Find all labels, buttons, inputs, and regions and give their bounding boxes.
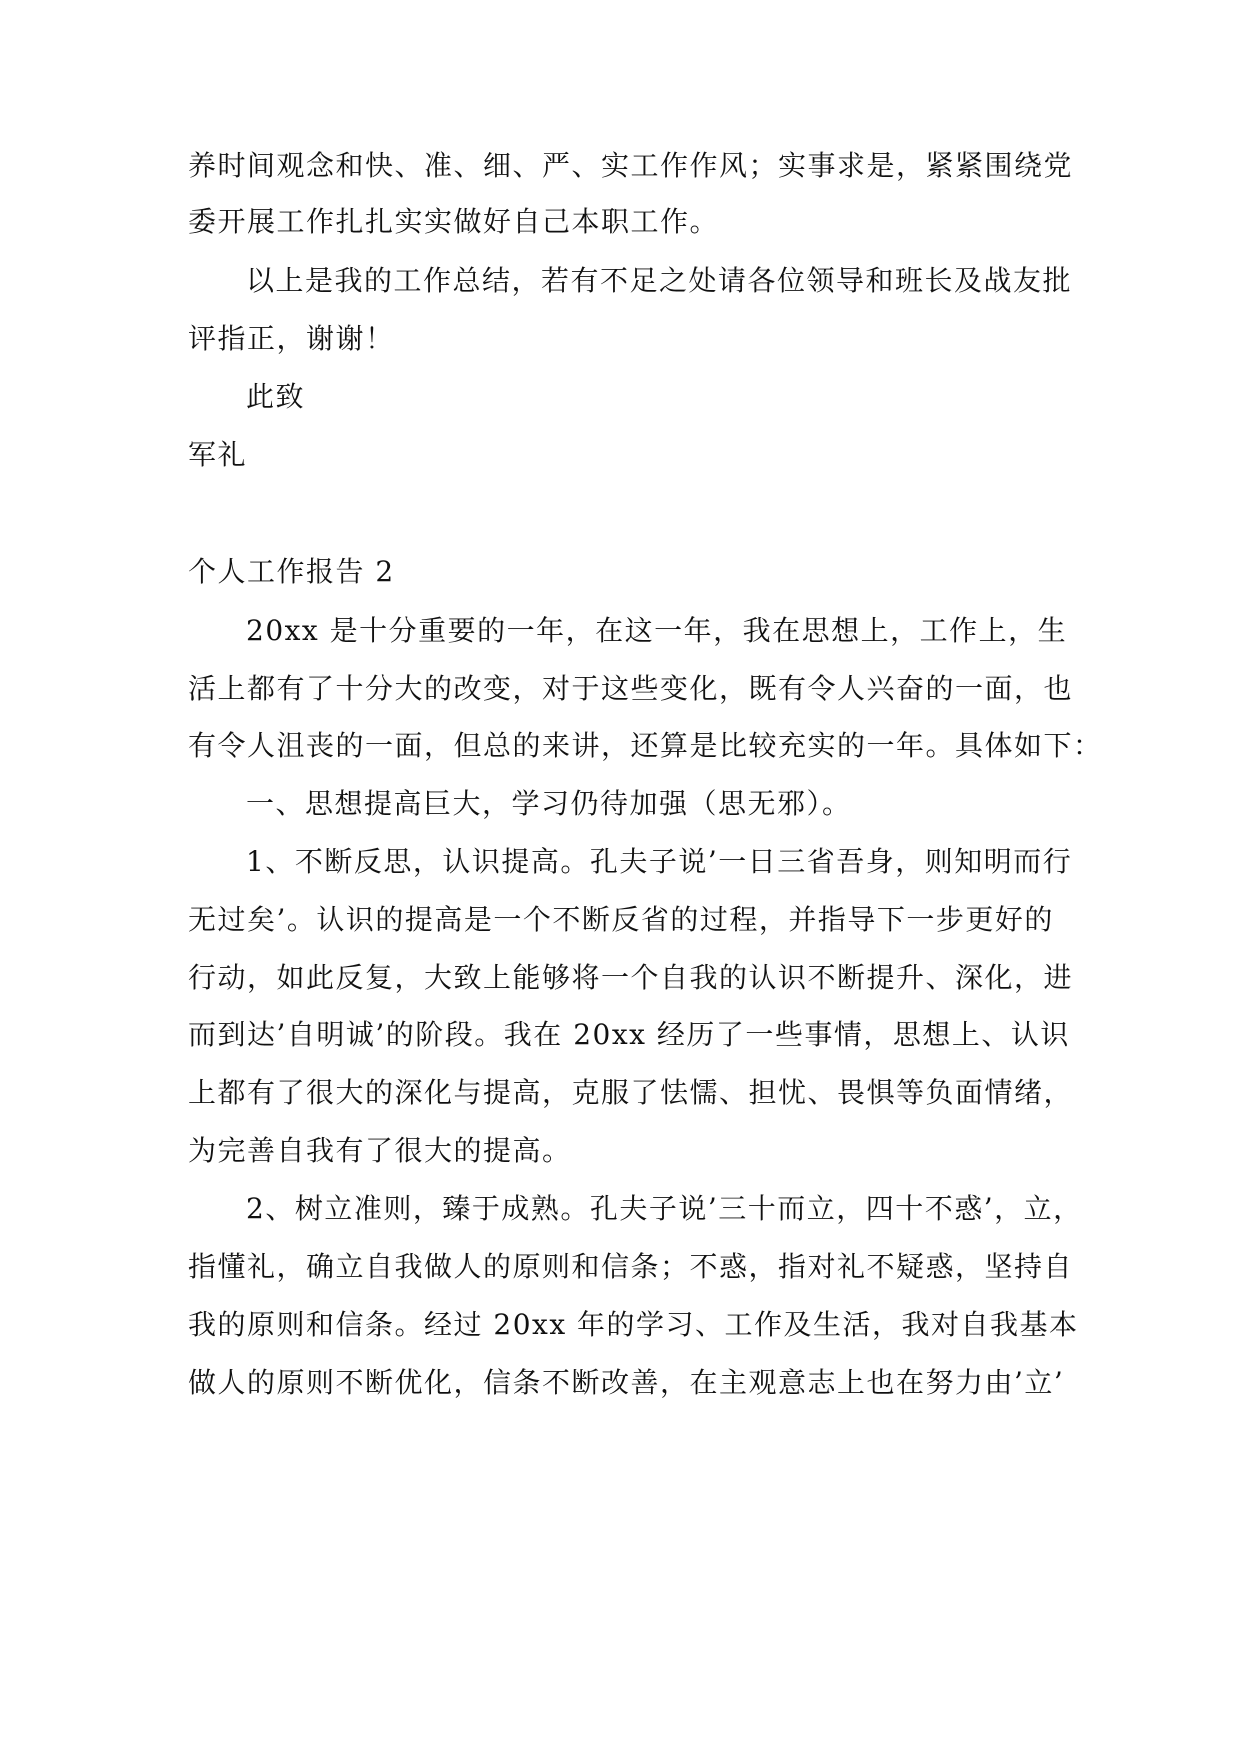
body-text-line: 评指正，谢谢！ — [188, 322, 395, 355]
body-text-line: 2、树立准则，臻于成熟。孔夫子说’三十而立，四十不惑’，立， — [246, 1192, 1083, 1225]
body-text-line: 1、不断反思，认识提高。孔夫子说’一日三省吾身，则知明而行 — [246, 845, 1073, 878]
body-text-line: 以上是我的工作总结，若有不足之处请各位领导和班长及战友批 — [246, 264, 1073, 297]
salutation-line: 军礼 — [188, 438, 248, 471]
body-text-line: 为完善自我有了很大的提高。 — [188, 1134, 572, 1167]
body-text-line: 我的原则和信条。经过 20xx 年的学习、工作及生活，我对自我基本 — [188, 1308, 1079, 1341]
body-text-line: 委开展工作扎扎实实做好自己本职工作。 — [188, 205, 720, 238]
body-text-line: 养时间观念和快、准、细、严、实工作作风；实事求是，紧紧围绕党 — [188, 149, 1074, 182]
body-text-line: 20xx 是十分重要的一年，在这一年，我在思想上，工作上，生 — [246, 614, 1068, 647]
subheading-line: 一、思想提高巨大，学习仍待加强（思无邪）。 — [246, 787, 852, 820]
body-text-line: 无过矣’。认识的提高是一个不断反省的过程，并指导下一步更好的 — [188, 903, 1054, 936]
section-heading: 个人工作报告 2 — [188, 555, 395, 588]
body-text-line: 有令人沮丧的一面，但总的来讲，还算是比较充实的一年。具体如下： — [188, 729, 1103, 762]
body-text-line: 做人的原则不断优化，信条不断改善，在主观意志上也在努力由’立’ — [188, 1366, 1065, 1399]
salutation-line: 此致 — [246, 380, 306, 413]
body-text-line: 上都有了很大的深化与提高，克服了怯懦、担忧、畏惧等负面情绪， — [188, 1076, 1074, 1109]
body-text-line: 活上都有了十分大的改变，对于这些变化，既有令人兴奋的一面，也 — [188, 672, 1074, 705]
body-text-line: 行动，如此反复，大致上能够将一个自我的认识不断提升、深化，进 — [188, 961, 1074, 994]
body-text-line: 而到达’自明诚’的阶段。我在 20xx 经历了一些事情，思想上、认识 — [188, 1018, 1070, 1051]
body-text-line: 指懂礼，确立自我做人的原则和信条；不惑，指对礼不疑惑，坚持自 — [188, 1250, 1074, 1283]
